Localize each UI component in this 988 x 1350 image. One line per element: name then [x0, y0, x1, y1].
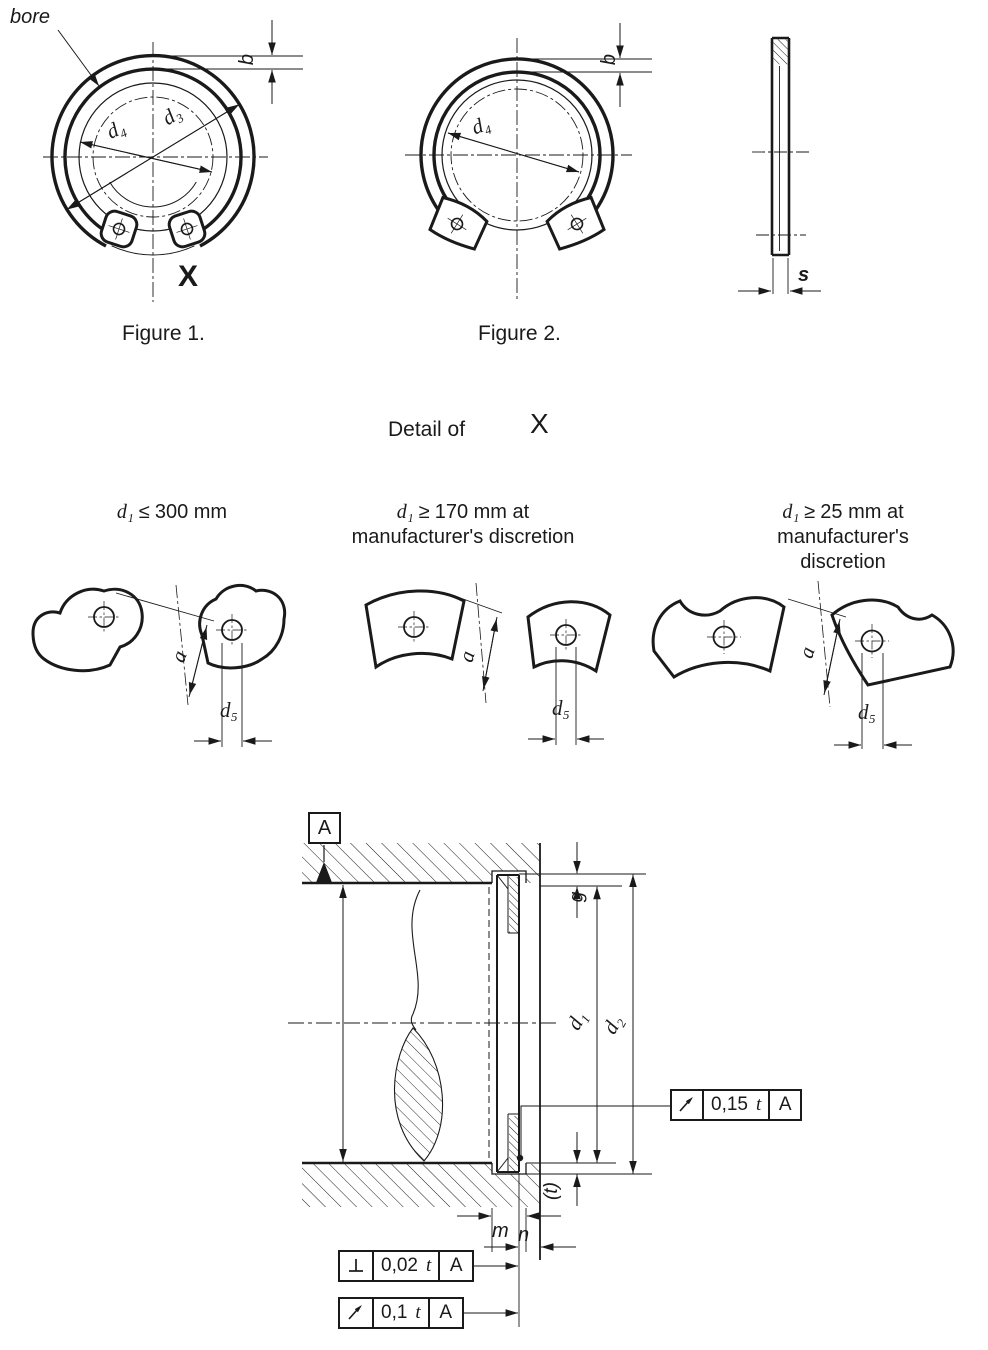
tolerance-datum: [770, 1089, 802, 1121]
tolerance-value-number: 0,02: [381, 1255, 418, 1276]
fig2-dim-b-label: b: [598, 53, 621, 66]
runout-icon: [670, 1089, 704, 1121]
variant2-value: 170 mm at: [434, 501, 530, 523]
variant2-line2: manufacturer's discretion: [351, 526, 575, 548]
section-dim-n-label: n: [518, 1224, 530, 1246]
section-dim-g-label: g: [566, 891, 588, 903]
tolerance-datum: [440, 1250, 474, 1282]
side-view-drawing: [700, 0, 988, 312]
variant2-dim-a-label: a: [453, 648, 480, 665]
bore-label: bore: [10, 6, 51, 28]
tolerance-value: [704, 1089, 770, 1121]
datum-a-label: A: [317, 816, 332, 839]
variant1-condition: [117, 500, 227, 525]
variant1-dim-d5-label: d₅: [220, 698, 238, 722]
variant3-value: 25 mm at: [820, 501, 904, 523]
fig1-dim-d4-label: d₄: [102, 114, 129, 144]
runout-icon: [338, 1297, 374, 1329]
tolerance-value-number: 0,15: [711, 1094, 748, 1115]
fig1-dim-b-label: b: [236, 53, 259, 66]
variant2-relation: ≥: [418, 501, 430, 523]
variant1-dim-a-label: a: [165, 647, 192, 666]
tolerance-datum-letter: A: [449, 1255, 463, 1276]
side-dim-s-label: s: [798, 264, 810, 286]
variant3-line2: manufacturer's discretion: [777, 526, 909, 573]
detail-title: Detail of: [388, 418, 466, 441]
installation-section-drawing: [80, 790, 988, 1350]
detail-variants-drawing: [0, 555, 988, 767]
variant1-relation: ≤: [138, 501, 150, 523]
datum-a-box: [308, 812, 341, 844]
tolerance-datum-letter: A: [439, 1302, 453, 1323]
variant2-var: d₁: [396, 501, 414, 523]
variant2-condition: [352, 500, 575, 550]
variant1-value: 300 mm: [154, 501, 228, 523]
tolerance-value-modifier: t: [755, 1094, 762, 1115]
variant1-var: d₁: [116, 501, 134, 523]
section-dim-d1-label: d₁: [561, 1006, 592, 1034]
tolerance-value: [374, 1297, 430, 1329]
variant3-relation: ≥: [804, 501, 816, 523]
perpendicularity-icon: [338, 1250, 374, 1282]
fig1-detail-marker-x: X: [178, 260, 199, 293]
tolerance-value-modifier: t: [415, 1302, 421, 1323]
variant3-var: d₁: [782, 501, 800, 523]
tolerance-datum: [430, 1297, 464, 1329]
detail-title-marker-x: X: [530, 408, 549, 439]
variant3-dim-a-label: a: [793, 643, 820, 662]
fig2-dim-d4-label: d₄: [468, 110, 494, 140]
figure2-drawing: [360, 0, 680, 312]
figure1-caption: Figure 1.: [122, 322, 205, 345]
variant3-dim-d5-label: d₅: [858, 700, 876, 724]
section-dim-d2-label: d₂: [597, 1010, 628, 1038]
tolerance-value-modifier: t: [425, 1255, 432, 1276]
tolerance-frame-runout-01: [338, 1297, 464, 1329]
variant3-condition: [771, 500, 916, 575]
figure2-caption: Figure 2.: [478, 322, 561, 345]
section-dim-m-label: m: [492, 1220, 509, 1242]
section-dim-t-label: (t): [540, 1182, 562, 1200]
variant2-dim-d5-label: d₅: [552, 696, 570, 720]
figure1-drawing: [0, 0, 340, 312]
tolerance-frame-runout-015: [670, 1089, 802, 1121]
tolerance-frame-perpendicularity-002: [338, 1250, 474, 1282]
tolerance-value: [374, 1250, 440, 1282]
fig1-dim-d3-label: d₃: [157, 100, 186, 130]
tolerance-datum-letter: A: [778, 1094, 792, 1115]
tolerance-value-number: 0,1: [381, 1302, 408, 1323]
